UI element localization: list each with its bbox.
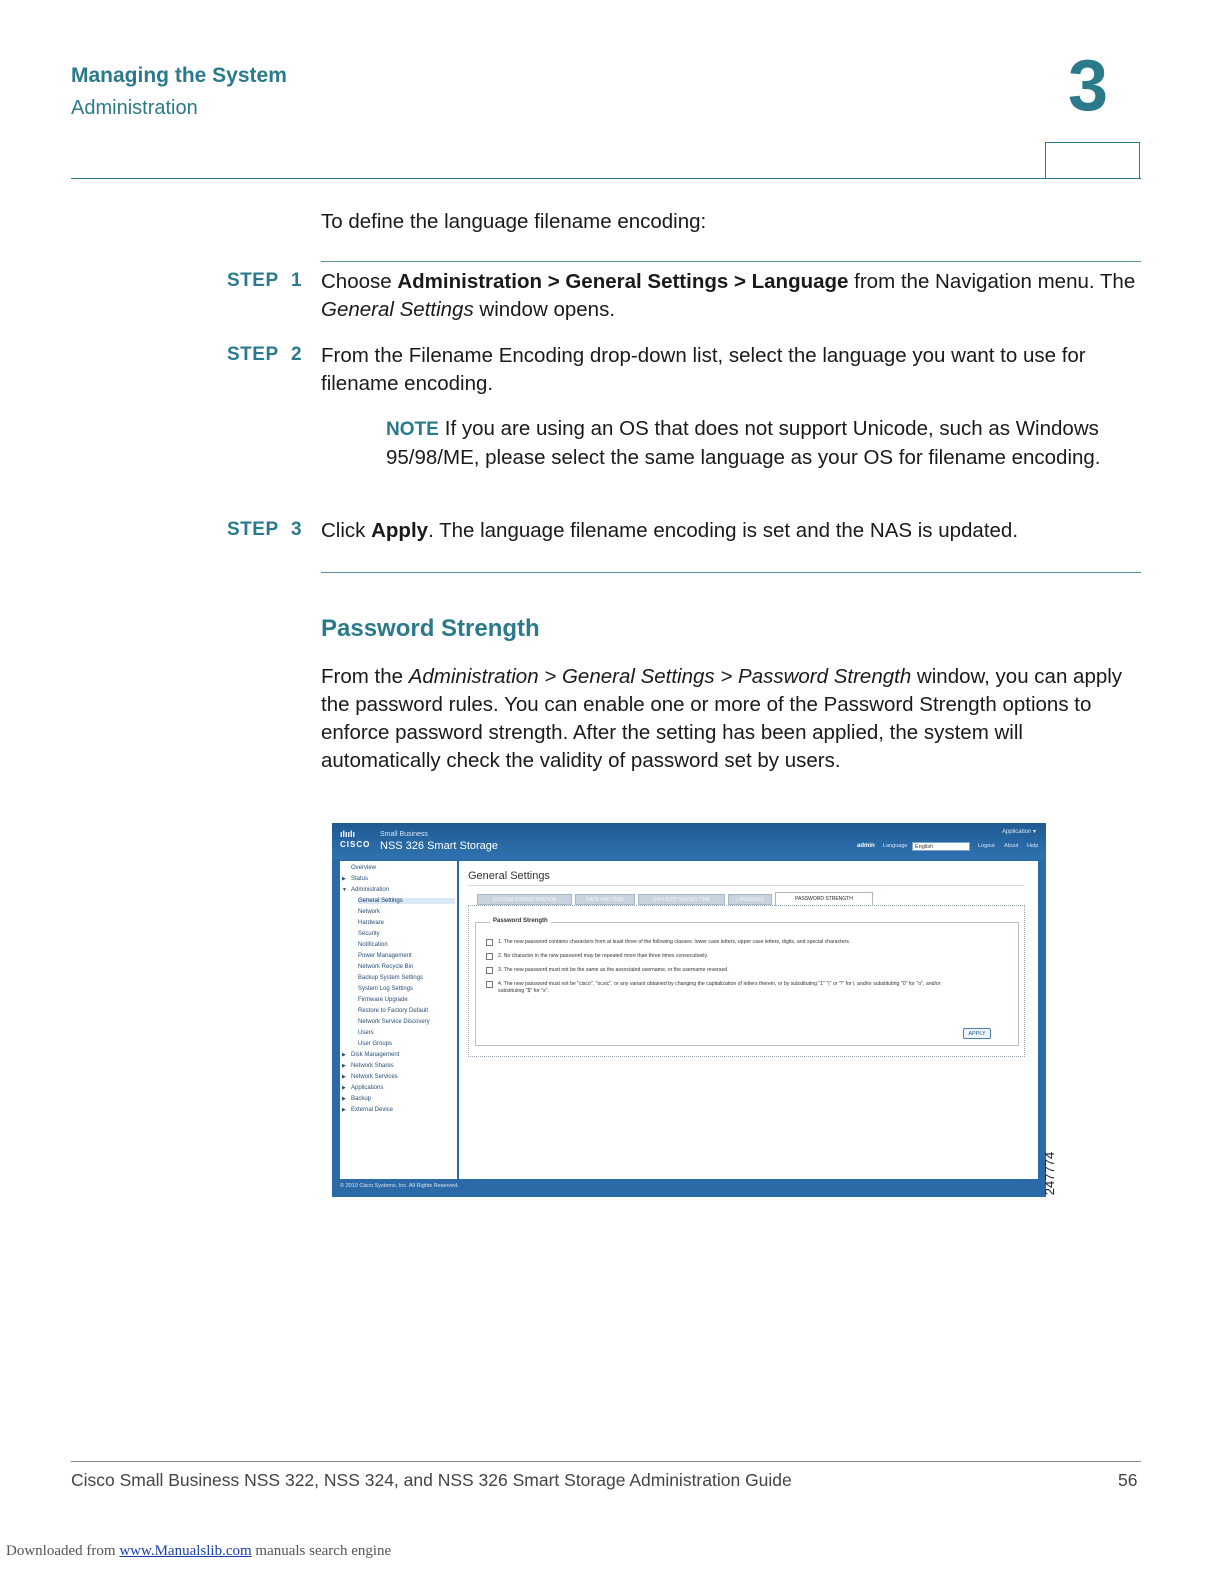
apply-button[interactable]: APPLY	[963, 1028, 991, 1039]
rule-3-text: 3. The new password must not be the same as the associated username, or the username reversed.	[498, 967, 729, 973]
expand-arrow-icon[interactable]: ▶	[342, 1107, 346, 1113]
password-strength-fieldset	[475, 918, 1019, 1046]
step-3-text-b: . The language filename encoding is set and the NAS is updated.	[428, 519, 1019, 542]
nav-item-overview[interactable]: Overview	[351, 865, 377, 871]
step-1-text-b: from the Navigation menu. The	[848, 270, 1136, 293]
application-menu[interactable]: Application ▾	[1001, 829, 1036, 835]
section-para-b: window, you can apply the password rules. You can enable one or more of the Password Strength options to enforce password strength. After the setting has been applied, the system will automatically check the validity of password set by users.	[321, 665, 1123, 772]
rule-row-1	[498, 939, 998, 946]
step-1-label: STEP	[227, 270, 279, 291]
nav-item-status[interactable]: Status	[351, 876, 369, 882]
rule-3-checkbox[interactable]	[486, 967, 493, 974]
step-1-text-a: Choose	[321, 270, 398, 293]
section-paragraph	[321, 663, 1143, 775]
main-panel	[459, 861, 1038, 1179]
rule-2-checkbox[interactable]	[486, 953, 493, 960]
nav-item-power-management[interactable]: Power Management	[358, 953, 412, 959]
download-prefix: Downloaded from	[6, 1543, 120, 1559]
product-name: NSS 326 Smart Storage	[380, 840, 499, 852]
nav-item-network-service-discovery[interactable]: Network Service Discovery	[358, 1019, 430, 1025]
copyright-text: © 2010 Cisco Systems, Inc. All Rights Reserved.	[340, 1183, 459, 1189]
step-2-label: STEP	[227, 344, 279, 365]
step-1-text-c: window opens.	[473, 298, 616, 321]
rule-row-2	[498, 953, 998, 960]
rule-1-checkbox[interactable]	[486, 939, 493, 946]
footer-rule	[71, 1461, 1141, 1462]
rule-4-checkbox[interactable]	[486, 981, 493, 988]
chapter-subtitle: Administration	[71, 97, 198, 119]
about-link[interactable]: About	[1004, 843, 1019, 849]
small-business-label: Small Business	[380, 831, 428, 838]
page-number: 56	[1118, 1470, 1138, 1490]
chapter-number-box	[1045, 142, 1140, 178]
panel-title-rule	[468, 885, 1025, 886]
nav-item-general-settings[interactable]: General Settings	[358, 898, 455, 904]
section-heading: Password Strength	[321, 615, 540, 642]
rule-1-text: 1. The new password contains characters from at least three of the following classes: lower case letters, upper case letters, digits, and special characters.	[498, 939, 851, 945]
expand-arrow-icon[interactable]: ▶	[342, 1096, 346, 1102]
nav-item-system-log-settings[interactable]: System Log Settings	[358, 986, 414, 992]
step-2-number: 2	[291, 344, 302, 365]
nav-item-network-services[interactable]: Network Services	[351, 1074, 398, 1080]
steps-top-rule	[321, 261, 1141, 262]
step-1-text	[321, 268, 1141, 324]
rule-row-4	[498, 981, 968, 995]
cisco-logo-text: CISCO	[340, 840, 371, 849]
tab-system-administration[interactable]: SYSTEM ADMINISTRATION	[477, 894, 572, 905]
chapter-number: 3	[1068, 46, 1109, 126]
rule-row-3	[498, 967, 998, 974]
note-text: If you are using an OS that does not support Unicode, such as Windows 95/98/ME, please select the same language as your OS for filename encoding.	[386, 417, 1101, 469]
manualslib-link[interactable]: www.Manualslib.com	[119, 1543, 252, 1559]
nas-top-bar	[332, 823, 1046, 859]
header-rule	[71, 178, 1141, 179]
language-select[interactable]: English	[912, 842, 970, 851]
nav-item-network-shares[interactable]: Network Shares	[351, 1063, 394, 1069]
tab-daylight-saving-time[interactable]: DAYLIGHT SAVING TIME	[638, 894, 725, 905]
nav-item-user-groups[interactable]: User Groups	[358, 1041, 393, 1047]
note	[386, 415, 1126, 472]
figure-id	[1040, 1150, 1062, 1198]
nav-item-firmware-upgrade[interactable]: Firmware Upgrade	[358, 997, 408, 1003]
nav-item-network-recycle-bin[interactable]: Network Recycle Bin	[358, 964, 414, 970]
rule-2-text: 2. No character in the new password may be repeated more than three times consecutively.	[498, 953, 709, 959]
step-3-number: 3	[291, 519, 302, 540]
step-1-menu-path: Administration > General Settings > Language	[397, 270, 849, 293]
nav-item-users[interactable]: Users	[358, 1030, 374, 1036]
intro-text: To define the language filename encoding:	[321, 210, 707, 233]
note-label: NOTE	[386, 419, 439, 440]
section-para-path: Administration > General Settings > Password Strength	[408, 665, 912, 688]
tab-panel	[468, 905, 1025, 1057]
nav-item-backup-system-settings[interactable]: Backup System Settings	[358, 975, 424, 981]
cisco-logo	[340, 830, 370, 849]
nav-item-external-device[interactable]: External Device	[351, 1107, 394, 1113]
download-notice	[6, 1543, 391, 1560]
nav-item-applications[interactable]: Applications	[351, 1085, 384, 1091]
nav-item-hardware[interactable]: Hardware	[358, 920, 385, 926]
tab-password-strength[interactable]: PASSWORD STRENGTH	[775, 892, 873, 906]
nav-item-backup[interactable]: Backup	[351, 1096, 372, 1102]
nav-sidebar	[340, 861, 459, 1179]
step-3-text	[321, 517, 1141, 545]
rule-4-text: 4. The new password must not be "cisco", "ocsic", or any variant obtained by changing the capitalization of letters therein, or by substituting "1" "|" or "!" for i, and/or substituting "0" for "o", and/or substituting "$" for "s".	[498, 981, 941, 994]
help-link[interactable]: Help	[1027, 843, 1039, 849]
tab-language[interactable]: LANGUAGE	[728, 894, 772, 905]
nav-item-network[interactable]: Network	[358, 909, 381, 915]
expand-arrow-icon[interactable]: ▶	[342, 1074, 346, 1080]
tab-date-and-time[interactable]: DATE AND TIME	[575, 894, 635, 905]
download-suffix: manuals search engine	[251, 1543, 392, 1559]
step-2-text: From the Filename Encoding drop-down list, select the language you want to use for filename encoding.	[321, 344, 1086, 395]
nav-item-disk-management[interactable]: Disk Management	[351, 1052, 400, 1058]
expand-arrow-icon[interactable]: ▶	[342, 1063, 346, 1069]
fieldset-legend: Password Strength	[490, 918, 551, 924]
right-rail	[1038, 859, 1046, 1179]
step-1-number: 1	[291, 270, 302, 291]
section-para-a: From the	[321, 665, 409, 688]
logout-link[interactable]: Logout	[978, 843, 995, 849]
collapse-arrow-icon[interactable]: ▼	[342, 887, 347, 893]
expand-arrow-icon[interactable]: ▶	[342, 1085, 346, 1091]
cisco-logo-bars: ılıılı	[340, 829, 356, 839]
figure-id-text: 247774	[1042, 1151, 1058, 1196]
nav-item-notification[interactable]: Notification	[358, 942, 388, 948]
steps-bottom-rule	[321, 572, 1141, 573]
step-3-label: STEP	[227, 519, 279, 540]
user-name: admin	[857, 843, 875, 849]
language-label: Language	[883, 843, 908, 849]
footer-title: Cisco Small Business NSS 322, NSS 324, and NSS 326 Smart Storage Administration Guide	[71, 1470, 792, 1490]
expand-arrow-icon[interactable]: ▶	[342, 876, 346, 882]
nav-item-restore-factory-default[interactable]: Restore to Factory Default	[358, 1008, 429, 1014]
step-1-window-name: General Settings	[321, 298, 474, 321]
panel-title: General Settings	[468, 870, 550, 882]
step-3-apply-word: Apply	[371, 519, 429, 542]
chapter-title: Managing the System	[71, 64, 287, 87]
expand-arrow-icon[interactable]: ▶	[342, 1052, 346, 1058]
nav-item-security[interactable]: Security	[358, 931, 380, 937]
nas-screenshot	[332, 823, 1046, 1197]
step-3-text-a: Click	[321, 519, 372, 542]
nav-item-administration[interactable]: Administration	[351, 887, 390, 893]
